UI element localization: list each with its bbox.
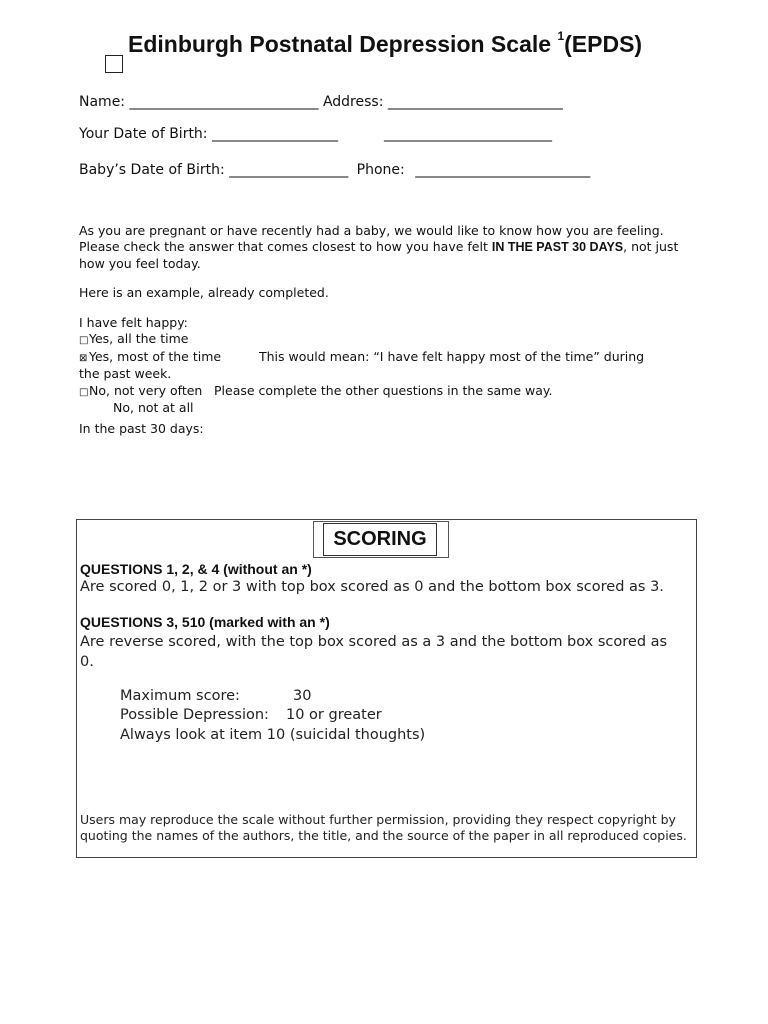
copyright-note-line-1: Users may reproduce the scale without further permission, providing they respect copyright by bbox=[80, 812, 676, 827]
title-checkbox[interactable] bbox=[105, 55, 123, 73]
max-score-label: Maximum score: bbox=[120, 688, 240, 704]
title-text: Edinburgh Postnatal Depression Scale bbox=[128, 31, 552, 57]
example-instruction: Please complete the other questions in the same way. bbox=[214, 383, 553, 398]
intro-line-2 bbox=[79, 239, 678, 254]
item-10-note: Always look at item 10 (suicidal thoughts) bbox=[120, 727, 426, 743]
example-meaning-line-1: This would mean: “I have felt happy most of the time” during bbox=[259, 349, 645, 364]
dob-field-row bbox=[79, 126, 338, 142]
scoring-q2-body-line-2: 0. bbox=[80, 654, 94, 670]
example-option-label: Yes, most of the time bbox=[89, 349, 222, 364]
baby-dob-field[interactable]: _________________ bbox=[229, 162, 349, 178]
scoring-q2-body-line-1: Are reverse scored, with the top box scored as a 3 and the bottom box scored as bbox=[80, 634, 668, 650]
example-question: I have felt happy: bbox=[79, 315, 188, 330]
intro-line-3: how you feel today. bbox=[79, 256, 201, 271]
example-option-4 bbox=[113, 400, 194, 415]
example-option-label: No, not at all bbox=[113, 400, 194, 415]
example-option-label: Yes, all the time bbox=[89, 331, 189, 346]
scoring-q1-heading: QUESTIONS 1, 2, & 4 (without an *) bbox=[80, 561, 312, 577]
address-field[interactable]: _________________________ bbox=[387, 94, 563, 110]
baby-dob-field-row bbox=[79, 162, 590, 178]
intro-line-2-before: Please check the answer that comes closest to how you have felt bbox=[79, 239, 492, 254]
dob-label: Your Date of Birth: bbox=[79, 126, 208, 142]
example-option-3 bbox=[79, 383, 202, 398]
max-score-value: 30 bbox=[293, 688, 312, 704]
name-label: Name: bbox=[79, 94, 126, 110]
checkbox-checked-icon[interactable]: ⊠ bbox=[79, 353, 88, 364]
name-field-row bbox=[79, 94, 563, 110]
dob-field[interactable]: __________________ bbox=[211, 126, 338, 142]
name-field[interactable]: ___________________________ bbox=[129, 94, 319, 110]
baby-dob-label: Baby’s Date of Birth: bbox=[79, 162, 225, 178]
copyright-note-line-2: quoting the names of the authors, the title, and the source of the paper in all reproduced copies. bbox=[80, 828, 687, 843]
scoring-q2-heading: QUESTIONS 3, 510 (marked with an *) bbox=[80, 614, 330, 630]
possible-depression-value: 10 or greater bbox=[286, 707, 382, 723]
example-intro: Here is an example, already completed. bbox=[79, 285, 329, 300]
address-label: Address: bbox=[322, 94, 384, 110]
intro-emphasis: IN THE PAST 30 DAYS bbox=[491, 240, 624, 254]
past-days-label: In the past 30 days: bbox=[79, 421, 204, 436]
example-option-1 bbox=[79, 331, 188, 346]
intro-line-2-after: , not just bbox=[623, 239, 679, 254]
title-suffix: (EPDS) bbox=[564, 31, 643, 57]
scoring-badge: SCORING bbox=[323, 523, 437, 556]
example-option-label: No, not very often bbox=[89, 383, 203, 398]
intro-line-1: As you are pregnant or have recently had a baby, we would like to know how you are feeling. bbox=[79, 223, 664, 238]
phone-field[interactable]: _________________________ bbox=[415, 162, 591, 178]
title-superscript: 1 bbox=[557, 29, 565, 43]
possible-depression-label: Possible Depression: bbox=[120, 707, 269, 723]
example-meaning-line-2: the past week. bbox=[79, 366, 172, 381]
address-field-2[interactable]: ________________________ bbox=[384, 126, 552, 142]
example-option-2 bbox=[79, 349, 221, 364]
phone-label: Phone: bbox=[356, 162, 405, 178]
checkbox-empty-icon[interactable]: □ bbox=[79, 387, 89, 398]
scoring-q1-body: Are scored 0, 1, 2 or 3 with top box scored as 0 and the bottom box scored as 3. bbox=[80, 579, 664, 595]
checkbox-empty-icon[interactable]: □ bbox=[79, 335, 89, 346]
page-title bbox=[128, 31, 642, 58]
